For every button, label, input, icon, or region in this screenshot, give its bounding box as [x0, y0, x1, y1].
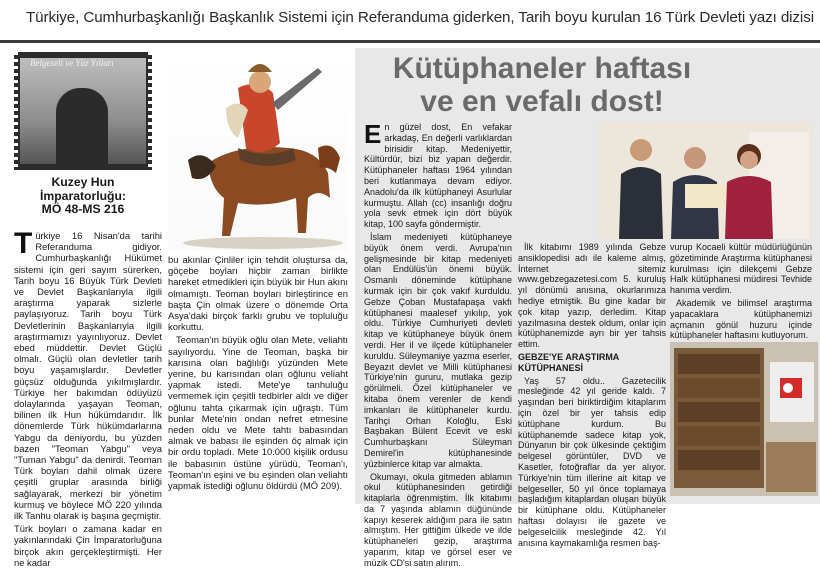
subheading: GEBZE'YE ARAŞTIRMA — [518, 351, 620, 362]
image-caption: Belgeseli ve Yüz Yılları — [30, 58, 114, 68]
title-line: ve en vefalı dost! — [420, 85, 664, 118]
library-col3 — [670, 242, 812, 341]
paragraph: ürkiye 16 Nisan'da tarihi Referanduma gidiyor. Cumhurbaşkanlığı Hükümet sistemi için geri sayım sürerken, Tarih boyu 16 Büyük Türk Devleti ve Devlet Başkanlarıyla ilgili araştırma yaparak sizlerle paylaşıyoruz. Tarih boyu Türk Devletlerinin Başkanlarıyla ilgili araştırmamızı yayınlıyoruz. Devlet ebed müddettir. Devlet Güçlü olmalı. Güçlü olan devletler tarih boyu yaşamışlardır. Devletler güçsüz olduğunda yıkılmışlardır. Türkiye her bakımdan ödüyüzü dolaylarında yaşayan Teoman, bilinen ilk Hun hükümdarıdır. İlk dönemlerde Türk hükümdarlarına Yabgu da deniyordu, bu yüzden bazen "Teoman Yabgu" veya "Tuman Yabgu" da denirdi. Teoman Türk boyları dahil olmak üzere çeşitli gruplar arasında birliği sağlayarak, merkezi bir yönetim kurmuş ve böylece MÖ 220 yılında ilk Tanhu olarak iş başına geçmiştir. — [14, 230, 162, 522]
subheading: KÜTÜPHANESİ — [518, 362, 584, 373]
title-line: MÖ 48-MS 216 — [41, 202, 125, 216]
ceremony-photo — [599, 122, 812, 239]
header-bar — [0, 0, 820, 40]
library-col1 — [364, 119, 512, 568]
film-perforation — [148, 52, 152, 170]
paragraph: Akademik ve bilimsel araştırma yapacaklara kütüphanemizi açmanın gönül huzuru içinde kütüphaneler haftasını kutluyorum. — [670, 297, 812, 341]
left-article-col1 — [14, 227, 162, 568]
portrait-frame — [20, 58, 146, 164]
title-line: Kuzey Hun — [51, 175, 115, 189]
paragraph: Okumayı, okula gitmeden ablamın okul kütüphanesinden getirdiği kitaplarla öğrenmiştim. İlk kitabımı da 7 yaşında ablamın düğününde kapıyı keserek aldığım para ile satın almıştım. Her gittiğim ülkede ve ilde kütüphaneleri gezip, araştırma yaparım, kitap ve görsel eser ve müzik CD'si satın alırım. — [364, 471, 512, 568]
dropcap: T — [14, 227, 33, 260]
paragraph: İslam medeniyeti kütüphaneye büyük önem verdi. Avrupa'nın gelişmesinde bir kitap medeniyeti olan Endülüs'ün önemi büyük. Osmanlı döneminde kütüphane kurmak için bir çok vakıf kurduldu. Gebze Çoban Mustafapaşa vakfı kütüphanesi maalesef yıkılıp, yok oldu. Türkiye Cumhuriyeti devleti kitap ve kütüphaneye büyük önem verdi. Her il ve ilçede kütüphaneler kuruldu. Süleymaniye yazma eserler, Beyazıt devlet ve Milli kütüphanesi Türkiye'nin gururu, mutlaka gezip görülmeli. Özel kütüphaneler ve kitaba önem verenler de kendi imkanları ile kütüphaneler kurdu. Tarihçi Orhan Koloğlu, Eski Başbakan Bülent Ecevit ve eski Cumhurbaşkanı Süleyman Demirel'in kütüphanesinde yüzbinlerce kitap var almakta. — [364, 231, 512, 469]
library-col2 — [518, 242, 666, 548]
bookshelf-photo-icon — [670, 342, 818, 496]
paragraph: İlk kitabımı 1989 yılında Gebze ansiklopedisi adı ile kaleme almış, İnternet sitemiz www.gebzegazetesi.com 5. kuruluş yıl dönümü anısına, okurlarımıza hediye etmiştik. Bu gine kadar bir çok kitap yazıp, derledim. Kitap yazılmasına destek oldum, onlar için kütüphanemizde ayrı bir yer tahsis ettim. — [518, 242, 666, 350]
horseman-illustration — [168, 48, 348, 250]
header-rule — [0, 40, 820, 43]
film-perforation — [14, 52, 18, 170]
dropcap: E — [364, 119, 382, 149]
paragraph: vurup Kocaeli kültür müdürlüğünün gözetiminde Araştırma kütüphanesi kurulması için dilekçemi Gebze Halk kütüphanesi müdiresi Tevhide hanıma verdim. — [670, 242, 812, 296]
article-title — [14, 176, 152, 217]
horseman-icon — [168, 48, 348, 250]
left-article-col2 — [168, 254, 348, 502]
film-strip-image — [14, 52, 152, 170]
people-photo-icon — [599, 122, 812, 239]
title-line: İmparatorluğu: — [40, 188, 126, 203]
portrait-figure — [56, 88, 108, 168]
paragraph: Yaş 57 oldu.. Gazetecilik mesleğinde 42 yıl geride kaldı. 7 yaşından beri biriktirdiğim kitaplarım için özel bir yer tahsis edip kütüphane kurdum. Bu kütüphanemde sadece kitap yok, Dünyanın bir çok ülkesinde çektiğim belgesel görüntüler, DVD ve Kasetler, fotoğraflar da yer alıyor. Türkiye'nin tüm illerine ait kitap ve belgeseller, 50 yıl önce toplamaya başladığım kitaplardan oluşan büyük bir kütüphane oldu. Kütüphaneler haftası dolayısı ile gazete ve belgeselcilik mesleğinde 42. Yıl anısına kaymakamlığa resmen baş- — [518, 375, 666, 548]
paragraph: Türk boyları o zamana kadar en yakınlarındaki Çin İmparatorluğuna birçok akın gerçekleştirmişti. Her ne kadar — [14, 523, 162, 568]
paragraph: bu akınlar Çinliler için tehdit oluştursa da, göçebe boyları hiçbir zaman birlikte hareket etmedikleri için büyük bir Hun akını olmamıştı. Teoman boyları birleştirince en başta Çin olmak üzere o dönemde Orta Asya'daki birçok farklı grubu ve topluluğu korkuttu. — [168, 254, 348, 333]
header-title: Türkiye, Cumhurbaşkanlığı Başkanlık Sistemi için Referanduma giderken, Tarih boyu kurulan 16 Türk Devleti yazı dizisi — [26, 9, 814, 26]
paragraph: n güzel dost, En vefakar arkadaş, En değerli varlıklardan birisidir kitap. Medeniyettir, Kültürdür, bizi biz yapan değerdir. Kütüphaneler haftası 1964 yılından beri kutlanmaya devam ediyor. Anadolu'da ilk kütüphaneyi Asurlular kurmuştu. Allah (cc) insanlığı doğru yola sevk etmek için dört büyük kitap, 100 sayfa göndermiştir. — [364, 122, 512, 230]
title-line: Kütüphaneler haftası — [392, 52, 692, 85]
library-article-title — [362, 52, 722, 118]
library-photo — [670, 342, 818, 496]
paragraph: Teoman'ın büyük oğlu olan Mete, veliahtı sayılıyordu. Yine de Teoman, başka bir karısına olan bağlılığı yüzünden Mete yerine, bu karısından olan oğlunu veliaht yapmak istedi. Mete'ye tanhuluğu vermemek için çeşitli tedbirler aldı ve diğer oğlunu tahta çıkarmak için uğraştı. Tüm bunlar Mete'nin ondan nefret etmesine neden oldu ve Mete tahtı babasından almak ve babası ile eşinden öç almak için bir ordu topladı. Mete 10.000 kişilik ordusu ile babasının üstüne yürüdü, Teoman'ı, Teoman'ın eşini ve bu eşinden olan veliahtı yapmak istediği oğlunu öldürdü (MÖ 209). — [168, 334, 348, 492]
